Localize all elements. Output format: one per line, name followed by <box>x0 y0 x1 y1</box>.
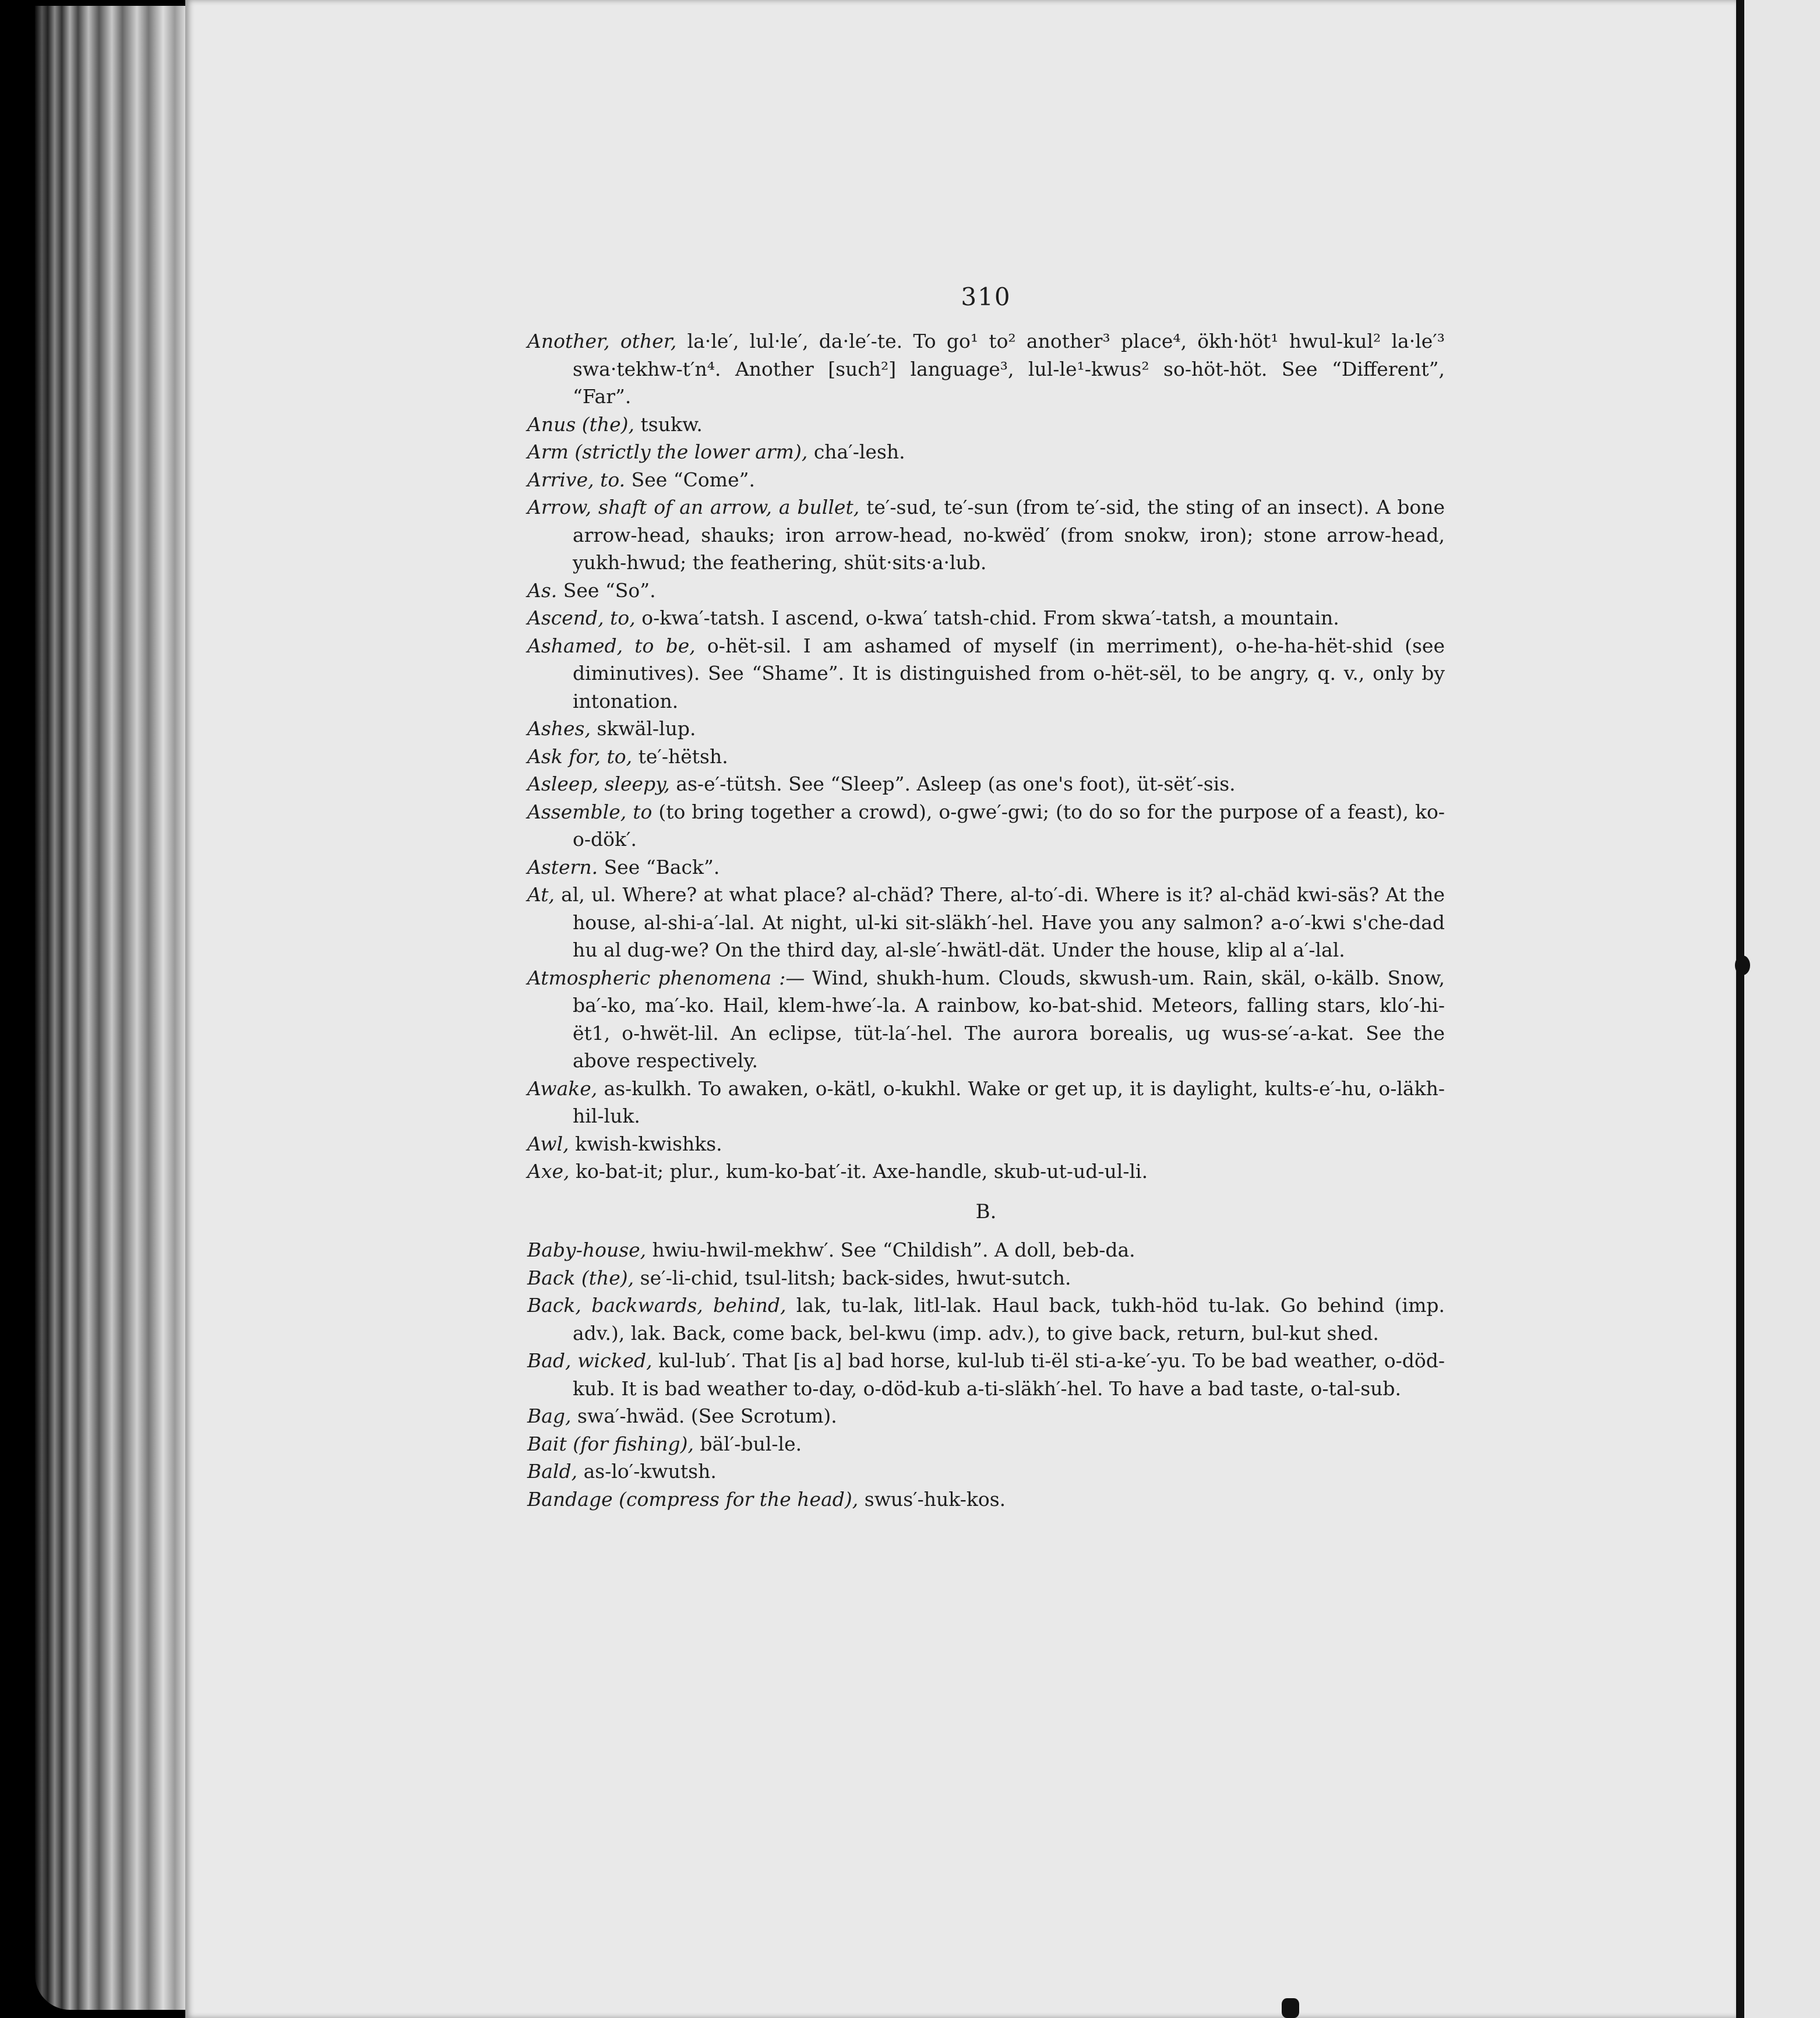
entry-definition: kwish-kwishks. <box>569 1132 722 1155</box>
facing-page-gutter <box>1736 0 1744 2018</box>
entry-headword: Asleep, sleepy, <box>527 772 670 795</box>
entry-definition: la·le′, lul·le′, da·le′-te. To go¹ to² another³ place⁴, ökh·höt¹ hwul-kul² la·le′³ swa·tekhw-t′n⁴. Another [such²] language³, lul-le¹-kwus² so-höt-höt. See “Different”, “Far”. <box>573 330 1445 408</box>
dictionary-entry <box>527 1236 1445 1264</box>
dictionary-entry <box>527 493 1445 577</box>
entry-headword: Assemble, to <box>527 800 652 823</box>
dictionary-entry <box>527 411 1445 439</box>
entry-definition: as-e′-tütsh. See “Sleep”. Asleep (as one's foot), üt-sët′-sis. <box>669 772 1236 795</box>
entry-definition: (to bring together a crowd), o-gwe′-gwi; (to do so for the purpose of a feast), ko-o-dök′. <box>573 800 1445 851</box>
entry-definition: o-hët-sil. I am ashamed of myself (in merriment), o-he-ha-hët-shid (see diminutives). See “Shame”. It is distinguished from o-hët-sël, to be angry, q. v., only by intonation. <box>573 634 1445 712</box>
entry-headword: Awake, <box>527 1077 598 1100</box>
entry-definition: See “Come”. <box>625 468 755 491</box>
dictionary-entry <box>527 1486 1445 1514</box>
dictionary-entry <box>527 853 1445 881</box>
entry-definition: swa′-hwäd. (See Scrotum). <box>571 1405 837 1427</box>
entry-headword: Bad, wicked, <box>527 1349 652 1372</box>
entries-a <box>527 327 1445 1186</box>
section-heading-b: B. <box>975 1199 997 1223</box>
entry-definition: Wind, shukh-hum. Clouds, skwush-um. Rain, skäl, o-kälb. Snow, ba′-ko, ma′-ko. Hail, klem-hwe′-la. A rainbow, ko-bat-shid. Meteors, falling stars, klo′-hi-ët1, o-hwët-lil. An eclipse, tüt-la′-hel. The aurora borealis, ug wus-se′-a-kat. See the above respectively. <box>573 966 1445 1072</box>
entry-headword: Ascend, to, <box>527 606 636 629</box>
entry-headword: Atmospheric phenomena :— <box>527 966 805 989</box>
dictionary-entry <box>527 604 1445 632</box>
entry-headword: Back (the), <box>527 1266 634 1289</box>
entry-definition: cha′-lesh. <box>807 440 905 463</box>
entry-headword: Arm (strictly the lower arm), <box>527 440 808 463</box>
dictionary-entry <box>527 1264 1445 1292</box>
dictionary-entry <box>527 438 1445 466</box>
entry-headword: Bait (for fishing), <box>527 1432 694 1455</box>
entry-definition: bäl′-bul-le. <box>693 1432 802 1455</box>
dictionary-entry <box>527 881 1445 964</box>
entry-headword: As. <box>527 578 558 602</box>
entry-definition: ko-bat-it; plur., kum-ko-bat′-it. Axe-handle, skub-ut-ud-ul-li. <box>569 1160 1148 1183</box>
ink-mark <box>1735 955 1750 975</box>
entry-headword: Arrow, shaft of an arrow, a bullet, <box>527 496 860 518</box>
entry-headword: Arrive, to. <box>527 468 626 491</box>
entry-headword: Another, other, <box>527 330 677 352</box>
dictionary-entry <box>527 1430 1445 1458</box>
entry-definition: lak, tu-lak, litl-lak. Haul back, tukh-höd tu-lak. Go behind (imp. adv.), lak. Back, come back, bel-kwu (imp. adv.), to give back, return, bul-kut shed. <box>573 1294 1445 1345</box>
entry-definition: se′-li-chid, tsul-litsh; back-sides, hwut-sutch. <box>634 1266 1071 1289</box>
dictionary-entry <box>527 1402 1445 1430</box>
entry-headword: Astern. <box>527 855 598 879</box>
entry-headword: At, <box>527 883 555 906</box>
entry-definition: kul-lub′. That [is a] bad horse, kul-lub ti-ël sti-a-ke′-yu. To be bad weather, o-död-kub. It is bad weather to-day, o-död-kub a-ti-släkh′-hel. To have a bad taste, o-tal-sub. <box>573 1349 1445 1400</box>
dictionary-entry <box>527 327 1445 411</box>
dictionary-entry <box>527 1292 1445 1347</box>
entry-definition: See “So”. <box>557 578 656 602</box>
entries-b <box>527 1236 1445 1513</box>
dictionary-entry <box>527 964 1445 1075</box>
entry-headword: Ask for, to, <box>527 745 633 768</box>
dictionary-entry <box>527 715 1445 743</box>
entry-definition: te′-hëtsh. <box>632 745 728 768</box>
dictionary-entry <box>527 1458 1445 1486</box>
entry-headword: Bag, <box>527 1405 572 1427</box>
entry-headword: Anus (the), <box>527 412 635 436</box>
dictionary-entry <box>527 1158 1445 1186</box>
entry-definition: See “Back”. <box>598 855 720 879</box>
dictionary-entry <box>527 466 1445 494</box>
dictionary-entry <box>527 743 1445 771</box>
entry-definition: o-kwa′-tatsh. I ascend, o-kwa′ tatsh-chid. From skwa′-tatsh, a mountain. <box>635 606 1339 629</box>
entry-definition: skwäl-lup. <box>590 717 696 740</box>
entry-headword: Awl, <box>527 1132 569 1155</box>
scan-smudge <box>1282 1998 1299 2018</box>
dictionary-entry <box>527 1347 1445 1402</box>
page-number: 310 <box>961 283 1011 311</box>
entry-headword: Ashes, <box>527 717 591 740</box>
entry-definition: te′-sud, te′-sun (from te′-sid, the sting of an insect). A bone arrow-head, shauks; iron arrow-head, no-kwëd′ (from snokw, iron); stone arrow-head, yukh-hwud; the feathering, shüt·sits·a·lub. <box>573 496 1445 574</box>
entry-definition: as-kulkh. To awaken, o-kätl, o-kukhl. Wake or get up, it is daylight, kults-e′-hu, o-läkh-hil-luk. <box>573 1077 1445 1127</box>
dictionary-entry <box>527 798 1445 853</box>
dictionary-entry <box>527 1130 1445 1158</box>
entry-definition: as-lo′-kwutsh. <box>577 1460 717 1483</box>
entry-headword: Baby-house, <box>527 1239 647 1261</box>
entry-definition: tsukw. <box>634 412 703 436</box>
entry-definition: swus′-huk-kos. <box>858 1487 1006 1511</box>
facing-page-edge <box>1744 0 1820 2018</box>
dictionary-entry <box>527 1075 1445 1130</box>
entry-headword: Back, backwards, behind, <box>527 1294 786 1317</box>
entry-headword: Ashamed, to be, <box>527 634 696 657</box>
dictionary-text <box>527 280 1445 1513</box>
entry-definition: hwiu-hwil-mekhw′. See “Childish”. A doll, beb-da. <box>646 1239 1135 1261</box>
dictionary-entry <box>527 577 1445 605</box>
entry-headword: Axe, <box>527 1160 570 1183</box>
entry-headword: Bandage (compress for the head), <box>527 1487 859 1511</box>
book-page-edges <box>35 6 186 2010</box>
entry-headword: Bald, <box>527 1460 578 1483</box>
entry-definition: al, ul. Where? at what place? al-chäd? There, al-to′-di. Where is it? al-chäd kwi-säs? At the house, al-shi-a′-lal. At night, ul-ki sit-släkh′-hel. Have you any salmon? a-o′-kwi s'che-dad hu al dug-we? On the third day, al-sle′-hwätl-dät. Under the house, klip al a′-lal. <box>555 883 1445 961</box>
dictionary-entry <box>527 770 1445 798</box>
dictionary-entry <box>527 632 1445 715</box>
